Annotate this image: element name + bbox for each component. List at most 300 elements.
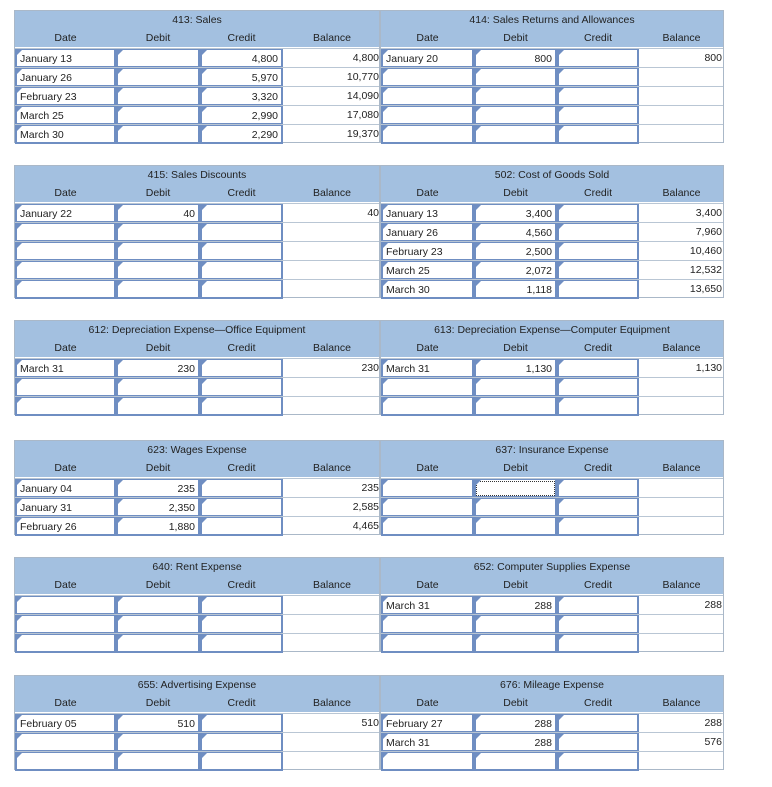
credit-input[interactable] <box>557 87 639 106</box>
credit-input[interactable] <box>200 242 283 261</box>
account-title: 640: Rent Expense <box>15 558 379 576</box>
account-title: 613: Depreciation Expense—Computer Equipment <box>381 321 723 339</box>
header-date: Date <box>416 187 439 199</box>
debit-input[interactable] <box>116 280 200 299</box>
date-input[interactable] <box>381 517 474 536</box>
balance-value: 12,532 <box>689 264 722 276</box>
ledger-row <box>381 86 723 106</box>
ledger-row <box>381 713 723 733</box>
ledger-row <box>15 595 379 615</box>
header-balance: Balance <box>313 462 351 474</box>
header-date: Date <box>54 342 77 354</box>
debit-input[interactable] <box>116 615 200 634</box>
column-header-row <box>15 29 379 47</box>
date-input[interactable] <box>381 634 474 653</box>
header-date: Date <box>416 462 439 474</box>
ledger-row <box>15 516 379 536</box>
credit-input[interactable] <box>200 498 283 517</box>
balance-value: 2,585 <box>352 501 379 513</box>
credit-input[interactable] <box>557 68 639 87</box>
balance-value: 288 <box>704 599 722 611</box>
header-balance: Balance <box>313 32 351 44</box>
date-input[interactable]: January 22 <box>15 204 116 223</box>
credit-input[interactable] <box>557 359 639 378</box>
balance-value: 288 <box>704 717 722 729</box>
credit-input[interactable] <box>557 498 639 517</box>
debit-input[interactable]: 288 <box>474 596 557 615</box>
header-credit: Credit <box>227 579 256 591</box>
debit-input[interactable]: 1,880 <box>116 517 200 536</box>
ledger-account <box>380 10 724 143</box>
debit-input[interactable]: 288 <box>474 733 557 752</box>
balance-value: 10,460 <box>689 245 722 257</box>
credit-input[interactable] <box>200 223 283 242</box>
header-debit: Debit <box>503 32 528 44</box>
credit-input[interactable] <box>557 615 639 634</box>
date-input[interactable] <box>15 378 116 397</box>
credit-input[interactable] <box>557 106 639 125</box>
balance-value <box>283 397 381 416</box>
date-input[interactable] <box>15 397 116 416</box>
date-input[interactable] <box>15 261 116 280</box>
ledger-row <box>381 516 723 536</box>
ledger-row <box>381 105 723 125</box>
credit-input[interactable] <box>200 397 283 416</box>
credit-input[interactable]: 3,320 <box>200 87 283 106</box>
header-credit: Credit <box>227 462 256 474</box>
balance-value <box>283 223 381 242</box>
ledger-row <box>15 279 379 299</box>
debit-input[interactable]: 288 <box>474 714 557 733</box>
balance-value <box>639 378 724 397</box>
credit-input[interactable] <box>200 378 283 397</box>
balance-value: 576 <box>704 736 722 748</box>
header-credit: Credit <box>583 342 612 354</box>
balance-value: 13,650 <box>689 283 722 295</box>
column-header-row <box>381 29 723 47</box>
header-debit: Debit <box>145 462 171 474</box>
ledger-row <box>381 732 723 752</box>
credit-input[interactable] <box>557 125 639 144</box>
date-input[interactable] <box>381 378 474 397</box>
balance-value <box>639 634 724 653</box>
ledger-row <box>381 396 723 416</box>
debit-input[interactable] <box>474 634 557 653</box>
column-header-row <box>381 459 723 477</box>
ledger-account <box>14 320 380 415</box>
balance-value: 510 <box>361 717 379 729</box>
ledger-account <box>14 440 380 535</box>
credit-input[interactable] <box>557 596 639 615</box>
header-credit: Credit <box>583 32 612 44</box>
balance-value: 3,400 <box>695 207 722 219</box>
balance-value <box>283 280 381 299</box>
credit-input[interactable] <box>200 479 283 498</box>
ledger-row <box>15 124 379 144</box>
debit-input[interactable]: 1,118 <box>474 280 557 299</box>
credit-input[interactable] <box>557 49 639 68</box>
ledger-row <box>381 222 723 242</box>
header-balance: Balance <box>313 579 351 591</box>
date-input[interactable]: February 23 <box>15 87 116 106</box>
ledger-row <box>15 478 379 498</box>
header-date: Date <box>416 32 439 44</box>
header-balance: Balance <box>662 187 701 199</box>
balance-value <box>639 87 724 106</box>
ledger-row <box>15 105 379 125</box>
header-credit: Credit <box>227 342 256 354</box>
credit-input[interactable] <box>200 714 283 733</box>
date-input[interactable] <box>15 733 116 752</box>
debit-input[interactable]: 2,072 <box>474 261 557 280</box>
ledger-row <box>15 67 379 87</box>
header-date: Date <box>54 462 77 474</box>
ledger-row <box>381 595 723 615</box>
date-input[interactable]: March 30 <box>15 125 116 144</box>
header-date: Date <box>54 32 77 44</box>
debit-input[interactable] <box>116 634 200 653</box>
credit-input[interactable] <box>557 479 639 498</box>
credit-input[interactable] <box>557 733 639 752</box>
date-input[interactable]: March 31 <box>381 596 474 615</box>
balance-value <box>283 596 381 615</box>
date-input[interactable] <box>381 106 474 125</box>
credit-input[interactable] <box>200 733 283 752</box>
header-balance: Balance <box>662 32 701 44</box>
header-date: Date <box>416 697 439 709</box>
ledger-row <box>381 203 723 223</box>
date-input[interactable]: January 26 <box>15 68 116 87</box>
credit-input[interactable] <box>200 280 283 299</box>
ledger-account <box>14 10 380 143</box>
account-title: 415: Sales Discounts <box>15 166 379 184</box>
date-input[interactable] <box>381 87 474 106</box>
header-debit: Debit <box>145 32 171 44</box>
debit-input[interactable]: 230 <box>116 359 200 378</box>
credit-input[interactable] <box>557 261 639 280</box>
debit-input[interactable] <box>474 68 557 87</box>
ledger-account <box>14 557 380 652</box>
balance-value <box>283 752 381 771</box>
credit-input[interactable]: 4,800 <box>200 49 283 68</box>
header-debit: Debit <box>145 579 171 591</box>
ledger-row <box>381 497 723 517</box>
header-date: Date <box>54 697 77 709</box>
date-input[interactable] <box>15 615 116 634</box>
header-credit: Credit <box>583 697 612 709</box>
header-credit: Credit <box>583 462 612 474</box>
ledger-row <box>381 614 723 634</box>
credit-input[interactable] <box>200 615 283 634</box>
ledger-account <box>14 165 380 298</box>
debit-input[interactable]: 4,560 <box>474 223 557 242</box>
date-input[interactable]: March 31 <box>381 733 474 752</box>
ledger-row <box>381 241 723 261</box>
account-title: 637: Insurance Expense <box>381 441 723 459</box>
account-title: 676: Mileage Expense <box>381 676 723 694</box>
date-input[interactable] <box>15 280 116 299</box>
ledger-row <box>15 732 379 752</box>
debit-input[interactable] <box>116 49 200 68</box>
ledger-row <box>15 614 379 634</box>
debit-input[interactable] <box>474 378 557 397</box>
header-credit: Credit <box>227 32 256 44</box>
header-debit: Debit <box>503 462 528 474</box>
header-debit: Debit <box>503 187 528 199</box>
balance-value <box>639 479 724 498</box>
date-input[interactable]: March 31 <box>381 359 474 378</box>
balance-value: 7,960 <box>695 226 722 238</box>
date-input[interactable]: March 25 <box>15 106 116 125</box>
date-input[interactable]: February 27 <box>381 714 474 733</box>
header-date: Date <box>54 187 77 199</box>
header-balance: Balance <box>662 462 701 474</box>
header-credit: Credit <box>227 697 256 709</box>
ledger-row <box>381 751 723 771</box>
credit-input[interactable]: 2,990 <box>200 106 283 125</box>
debit-input[interactable]: 1,130 <box>474 359 557 378</box>
balance-value <box>283 242 381 261</box>
header-balance: Balance <box>313 187 351 199</box>
ledger-row <box>381 377 723 397</box>
column-header-row <box>15 184 379 202</box>
credit-input[interactable]: 2,290 <box>200 125 283 144</box>
header-debit: Debit <box>503 579 528 591</box>
date-input[interactable]: March 30 <box>381 280 474 299</box>
ledger-row <box>15 86 379 106</box>
debit-input[interactable] <box>474 397 557 416</box>
header-credit: Credit <box>583 579 612 591</box>
header-date: Date <box>416 342 439 354</box>
header-date: Date <box>416 579 439 591</box>
balance-value: 17,080 <box>346 109 379 121</box>
account-title: 655: Advertising Expense <box>15 676 379 694</box>
balance-value <box>283 378 381 397</box>
header-debit: Debit <box>145 187 171 199</box>
ledger-row <box>381 633 723 653</box>
ledger-row <box>381 67 723 87</box>
date-input[interactable] <box>381 615 474 634</box>
ledger-row <box>15 377 379 397</box>
debit-input[interactable] <box>474 479 557 498</box>
balance-value: 14,090 <box>346 90 379 102</box>
credit-input[interactable] <box>557 397 639 416</box>
ledger-row <box>15 497 379 517</box>
debit-input[interactable] <box>116 261 200 280</box>
column-header-row <box>15 694 379 712</box>
account-title: 502: Cost of Goods Sold <box>381 166 723 184</box>
date-input[interactable] <box>381 397 474 416</box>
date-input[interactable] <box>381 498 474 517</box>
debit-input[interactable] <box>116 223 200 242</box>
ledger-row <box>15 358 379 378</box>
balance-value: 19,370 <box>346 128 379 140</box>
header-debit: Debit <box>503 697 528 709</box>
balance-value <box>639 615 724 634</box>
ledger-row <box>15 396 379 416</box>
debit-input[interactable] <box>474 106 557 125</box>
header-balance: Balance <box>662 342 701 354</box>
credit-input[interactable] <box>200 634 283 653</box>
date-input[interactable]: January 04 <box>15 479 116 498</box>
balance-value <box>283 634 381 653</box>
balance-value: 800 <box>704 52 722 64</box>
header-date: Date <box>54 579 77 591</box>
ledger-row <box>15 260 379 280</box>
debit-input[interactable]: 40 <box>116 204 200 223</box>
balance-value: 10,770 <box>346 71 379 83</box>
date-input[interactable]: March 31 <box>15 359 116 378</box>
ledger-account <box>380 675 724 770</box>
credit-input[interactable] <box>557 204 639 223</box>
ledger-row <box>15 633 379 653</box>
balance-value: 230 <box>361 362 379 374</box>
date-input[interactable]: February 23 <box>381 242 474 261</box>
ledger-row <box>381 358 723 378</box>
debit-input[interactable] <box>116 68 200 87</box>
date-input[interactable]: January 31 <box>15 498 116 517</box>
header-credit: Credit <box>583 187 612 199</box>
debit-input[interactable] <box>474 87 557 106</box>
credit-input[interactable] <box>200 204 283 223</box>
date-input[interactable]: February 05 <box>15 714 116 733</box>
ledger-row <box>15 751 379 771</box>
debit-input[interactable] <box>116 378 200 397</box>
ledger-account <box>14 675 380 770</box>
debit-input[interactable]: 800 <box>474 49 557 68</box>
date-input[interactable] <box>381 68 474 87</box>
debit-input[interactable] <box>116 125 200 144</box>
balance-value <box>283 615 381 634</box>
credit-input[interactable] <box>557 714 639 733</box>
ledger-row <box>15 713 379 733</box>
balance-value <box>639 68 724 87</box>
date-input[interactable] <box>15 596 116 615</box>
date-input[interactable]: January 13 <box>15 49 116 68</box>
debit-input[interactable] <box>474 752 557 771</box>
credit-input[interactable] <box>200 261 283 280</box>
debit-input[interactable]: 2,350 <box>116 498 200 517</box>
ledger-account <box>380 557 724 652</box>
debit-input[interactable] <box>116 397 200 416</box>
balance-value <box>283 733 381 752</box>
column-header-row <box>381 184 723 202</box>
date-input[interactable]: January 13 <box>381 204 474 223</box>
ledger-row <box>381 260 723 280</box>
balance-value: 4,465 <box>352 520 379 532</box>
header-debit: Debit <box>503 342 528 354</box>
balance-value: 1,130 <box>695 362 722 374</box>
date-input[interactable]: January 26 <box>381 223 474 242</box>
debit-input[interactable]: 235 <box>116 479 200 498</box>
credit-input[interactable] <box>200 596 283 615</box>
balance-value <box>639 106 724 125</box>
credit-input[interactable] <box>557 223 639 242</box>
ledger-account <box>380 320 724 415</box>
credit-input[interactable] <box>200 359 283 378</box>
date-input[interactable]: January 20 <box>381 49 474 68</box>
credit-input[interactable] <box>557 242 639 261</box>
ledger-row <box>15 222 379 242</box>
credit-input[interactable] <box>557 634 639 653</box>
debit-input[interactable] <box>474 615 557 634</box>
ledger-row <box>381 124 723 144</box>
column-header-row <box>15 339 379 357</box>
date-input[interactable] <box>15 223 116 242</box>
date-input[interactable] <box>381 125 474 144</box>
ledger-row <box>15 203 379 223</box>
header-balance: Balance <box>662 579 701 591</box>
account-title: 612: Depreciation Expense—Office Equipment <box>15 321 379 339</box>
ledger-row <box>381 279 723 299</box>
balance-value <box>283 261 381 280</box>
column-header-row <box>15 576 379 594</box>
header-debit: Debit <box>145 342 171 354</box>
balance-value: 235 <box>361 482 379 494</box>
credit-input[interactable] <box>557 280 639 299</box>
debit-input[interactable] <box>116 87 200 106</box>
ledger-row <box>381 48 723 68</box>
date-input[interactable] <box>381 479 474 498</box>
ledger-account <box>380 165 724 298</box>
debit-input[interactable] <box>116 242 200 261</box>
debit-input[interactable] <box>474 517 557 536</box>
column-header-row <box>381 694 723 712</box>
ledger-row <box>15 241 379 261</box>
credit-input[interactable]: 5,970 <box>200 68 283 87</box>
balance-value <box>639 125 724 144</box>
date-input[interactable]: February 26 <box>15 517 116 536</box>
debit-input[interactable] <box>116 106 200 125</box>
debit-input[interactable] <box>116 733 200 752</box>
date-input[interactable]: March 25 <box>381 261 474 280</box>
debit-input[interactable]: 510 <box>116 714 200 733</box>
balance-value <box>639 517 724 536</box>
credit-input[interactable] <box>557 378 639 397</box>
account-title: 414: Sales Returns and Allowances <box>381 11 723 29</box>
debit-input[interactable] <box>474 498 557 517</box>
credit-input[interactable] <box>557 752 639 771</box>
balance-value <box>639 397 724 416</box>
balance-value: 4,800 <box>352 52 379 64</box>
header-balance: Balance <box>662 697 701 709</box>
debit-input[interactable] <box>116 596 200 615</box>
balance-value: 40 <box>367 207 379 219</box>
date-input[interactable] <box>15 242 116 261</box>
debit-input[interactable]: 2,500 <box>474 242 557 261</box>
ledger-row <box>381 478 723 498</box>
header-balance: Balance <box>313 342 351 354</box>
header-credit: Credit <box>227 187 256 199</box>
date-input[interactable] <box>381 752 474 771</box>
date-input[interactable] <box>15 752 116 771</box>
account-title: 652: Computer Supplies Expense <box>381 558 723 576</box>
credit-input[interactable] <box>200 752 283 771</box>
column-header-row <box>381 339 723 357</box>
debit-input[interactable]: 3,400 <box>474 204 557 223</box>
ledger-account <box>380 440 724 535</box>
header-balance: Balance <box>313 697 351 709</box>
account-title: 623: Wages Expense <box>15 441 379 459</box>
balance-value <box>639 752 724 771</box>
ledger-row <box>15 48 379 68</box>
column-header-row <box>381 576 723 594</box>
debit-input[interactable] <box>116 752 200 771</box>
debit-input[interactable] <box>474 125 557 144</box>
credit-input[interactable] <box>200 517 283 536</box>
credit-input[interactable] <box>557 517 639 536</box>
date-input[interactable] <box>15 634 116 653</box>
